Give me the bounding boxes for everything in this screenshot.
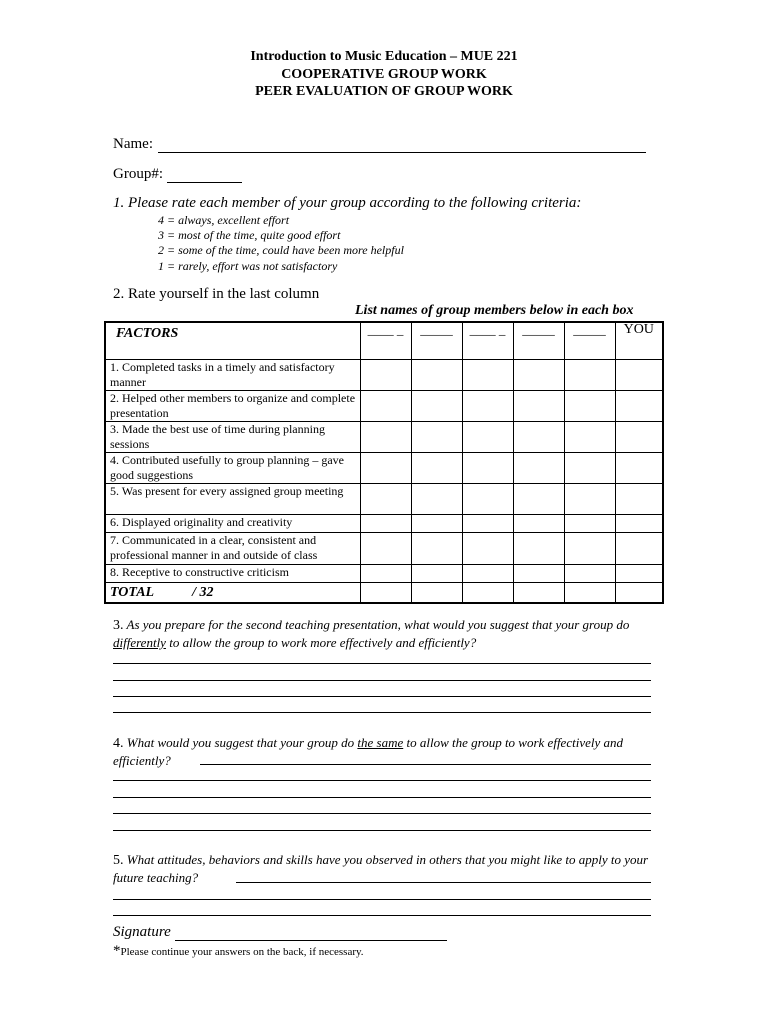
member-name-box[interactable]: ____ _ bbox=[360, 322, 411, 359]
rating-cell[interactable] bbox=[513, 532, 564, 564]
rating-cell[interactable] bbox=[411, 514, 462, 532]
question-2: 2. Rate yourself in the last column bbox=[113, 286, 320, 302]
member-name-box[interactable]: _____ bbox=[564, 322, 615, 359]
answer-line[interactable] bbox=[113, 830, 651, 831]
question-text: What attitudes, behaviors and skills have you observed in others that you might like to apply to your future teaching? bbox=[113, 852, 649, 885]
rating-cell[interactable] bbox=[462, 452, 513, 483]
rating-cell[interactable] bbox=[513, 452, 564, 483]
factor-label: 1. Completed tasks in a timely and satisfactory manner bbox=[105, 359, 360, 390]
rating-cell[interactable] bbox=[615, 532, 663, 564]
rating-cell[interactable] bbox=[462, 390, 513, 421]
factor-label: 5. Was present for every assigned group meeting bbox=[105, 483, 360, 514]
answer-line[interactable] bbox=[113, 780, 651, 781]
question-3 bbox=[113, 616, 653, 651]
rating-cell[interactable] bbox=[360, 483, 411, 514]
footnote bbox=[113, 943, 364, 960]
group-field[interactable] bbox=[167, 182, 242, 183]
factor-label: 8. Receptive to constructive criticism bbox=[105, 564, 360, 582]
factor-label: 7. Communicated in a clear, consistent and professional manner in and outside of class bbox=[105, 532, 360, 564]
rating-table bbox=[104, 321, 664, 604]
member-name-box[interactable]: _____ bbox=[411, 322, 462, 359]
answer-line[interactable] bbox=[113, 899, 651, 900]
rating-cell[interactable] bbox=[411, 359, 462, 390]
total-label bbox=[105, 582, 360, 603]
rating-cell[interactable] bbox=[411, 564, 462, 582]
answer-line[interactable] bbox=[200, 764, 651, 765]
name-label: Name: bbox=[113, 136, 153, 152]
rating-cell[interactable] bbox=[462, 532, 513, 564]
rating-cell[interactable] bbox=[615, 390, 663, 421]
rating-cell[interactable] bbox=[513, 421, 564, 452]
factor-label: 3. Made the best use of time during planning sessions bbox=[105, 421, 360, 452]
rating-cell[interactable] bbox=[360, 532, 411, 564]
rating-cell[interactable] bbox=[360, 359, 411, 390]
member-name-box[interactable]: _____ bbox=[513, 322, 564, 359]
name-field[interactable] bbox=[158, 152, 646, 153]
rating-cell[interactable] bbox=[360, 421, 411, 452]
rating-cell[interactable] bbox=[564, 564, 615, 582]
course-title: Introduction to Music Education – MUE 221 bbox=[250, 49, 518, 64]
rating-cell[interactable] bbox=[411, 452, 462, 483]
question-number: 4. bbox=[113, 736, 124, 751]
rating-cell[interactable] bbox=[615, 421, 663, 452]
answer-line[interactable] bbox=[236, 882, 651, 883]
form-title: PEER EVALUATION OF GROUP WORK bbox=[255, 84, 513, 99]
table-row bbox=[105, 421, 663, 452]
question-text: to allow the group to work more effectively and efficiently? bbox=[169, 635, 477, 650]
factor-label: 2. Helped other members to organize and complete presentation bbox=[105, 390, 360, 421]
footnote-star: * bbox=[113, 943, 121, 959]
criteria-item: 4 = always, excellent effort bbox=[158, 213, 290, 227]
total-row bbox=[105, 582, 663, 603]
rating-cell[interactable] bbox=[411, 532, 462, 564]
criteria-item: 2 = some of the time, could have been more helpful bbox=[158, 243, 404, 257]
rating-cell[interactable] bbox=[462, 359, 513, 390]
total-cell[interactable] bbox=[564, 582, 615, 603]
member-names-note: List names of group members below in each box bbox=[355, 303, 634, 318]
group-label: Group#: bbox=[113, 166, 163, 182]
rating-cell[interactable] bbox=[462, 421, 513, 452]
rating-cell[interactable] bbox=[615, 359, 663, 390]
rating-cell[interactable] bbox=[462, 514, 513, 532]
member-name-box[interactable]: ____ _ bbox=[462, 322, 513, 359]
criteria-item: 1 = rarely, effort was not satisfactory bbox=[158, 259, 338, 273]
total-cell[interactable] bbox=[411, 582, 462, 603]
table-row bbox=[105, 532, 663, 564]
table-row bbox=[105, 359, 663, 390]
rating-cell[interactable] bbox=[513, 483, 564, 514]
question-number: 5. bbox=[113, 853, 124, 868]
rating-cell[interactable] bbox=[564, 359, 615, 390]
rating-cell[interactable] bbox=[615, 483, 663, 514]
rating-cell[interactable] bbox=[360, 390, 411, 421]
question-text: What would you suggest that your group do bbox=[126, 735, 355, 750]
signature-field[interactable] bbox=[175, 940, 447, 941]
footnote-text: Please continue your answers on the back, if necessary. bbox=[120, 946, 364, 958]
table-row bbox=[105, 390, 663, 421]
rating-cell[interactable] bbox=[513, 390, 564, 421]
rating-cell[interactable] bbox=[513, 359, 564, 390]
total-out-of: / 32 bbox=[192, 584, 214, 600]
rating-cell[interactable] bbox=[615, 452, 663, 483]
total-cell[interactable] bbox=[360, 582, 411, 603]
factor-label: 6. Displayed originality and creativity bbox=[105, 514, 360, 532]
factors-header: FACTORS bbox=[105, 322, 360, 359]
answer-line[interactable] bbox=[113, 696, 651, 697]
criteria-item: 3 = most of the time, quite good effort bbox=[158, 228, 341, 242]
answer-line[interactable] bbox=[113, 712, 651, 713]
total-text: TOTAL bbox=[110, 584, 155, 600]
question-emphasis: differently bbox=[113, 635, 166, 650]
rating-cell[interactable] bbox=[411, 421, 462, 452]
answer-line[interactable] bbox=[113, 813, 651, 814]
rating-cell[interactable] bbox=[615, 514, 663, 532]
rating-cell[interactable] bbox=[564, 452, 615, 483]
answer-line[interactable] bbox=[113, 663, 651, 664]
factor-label: 4. Contributed usefully to group planning – gave good suggestions bbox=[105, 452, 360, 483]
answer-line[interactable] bbox=[113, 680, 651, 681]
total-cell[interactable] bbox=[462, 582, 513, 603]
you-header: YOU bbox=[615, 322, 663, 359]
question-emphasis: the same bbox=[357, 735, 404, 750]
rating-cell[interactable] bbox=[564, 514, 615, 532]
table-row bbox=[105, 452, 663, 483]
question-5 bbox=[113, 851, 653, 886]
rating-cell[interactable] bbox=[411, 483, 462, 514]
total-cell[interactable] bbox=[513, 582, 564, 603]
rating-cell[interactable] bbox=[360, 514, 411, 532]
table-row bbox=[105, 564, 663, 582]
table-row bbox=[105, 514, 663, 532]
question-1: 1. Please rate each member of your group according to the following criteria: bbox=[113, 195, 582, 211]
rating-cell[interactable] bbox=[615, 564, 663, 582]
table-header-row bbox=[105, 322, 663, 359]
rating-cell[interactable] bbox=[360, 452, 411, 483]
answer-line[interactable] bbox=[113, 915, 651, 916]
rating-cell[interactable] bbox=[564, 421, 615, 452]
question-number: 3. bbox=[113, 618, 124, 633]
rating-cell[interactable] bbox=[513, 514, 564, 532]
form-subtitle: COOPERATIVE GROUP WORK bbox=[281, 67, 487, 82]
rating-cell[interactable] bbox=[564, 532, 615, 564]
signature-label: Signature bbox=[113, 924, 171, 940]
rating-cell[interactable] bbox=[462, 483, 513, 514]
rating-cell[interactable] bbox=[411, 390, 462, 421]
table-row bbox=[105, 483, 663, 514]
question-text: As you prepare for the second teaching presentation, what would you suggest that your group do bbox=[126, 617, 630, 632]
rating-cell[interactable] bbox=[360, 564, 411, 582]
total-cell[interactable] bbox=[615, 582, 663, 603]
rating-cell[interactable] bbox=[564, 483, 615, 514]
answer-line[interactable] bbox=[113, 797, 651, 798]
question-text: to allow the group to work effectively and efficiently? bbox=[113, 735, 623, 768]
rating-cell[interactable] bbox=[462, 564, 513, 582]
rating-cell[interactable] bbox=[564, 390, 615, 421]
rating-cell[interactable] bbox=[513, 564, 564, 582]
